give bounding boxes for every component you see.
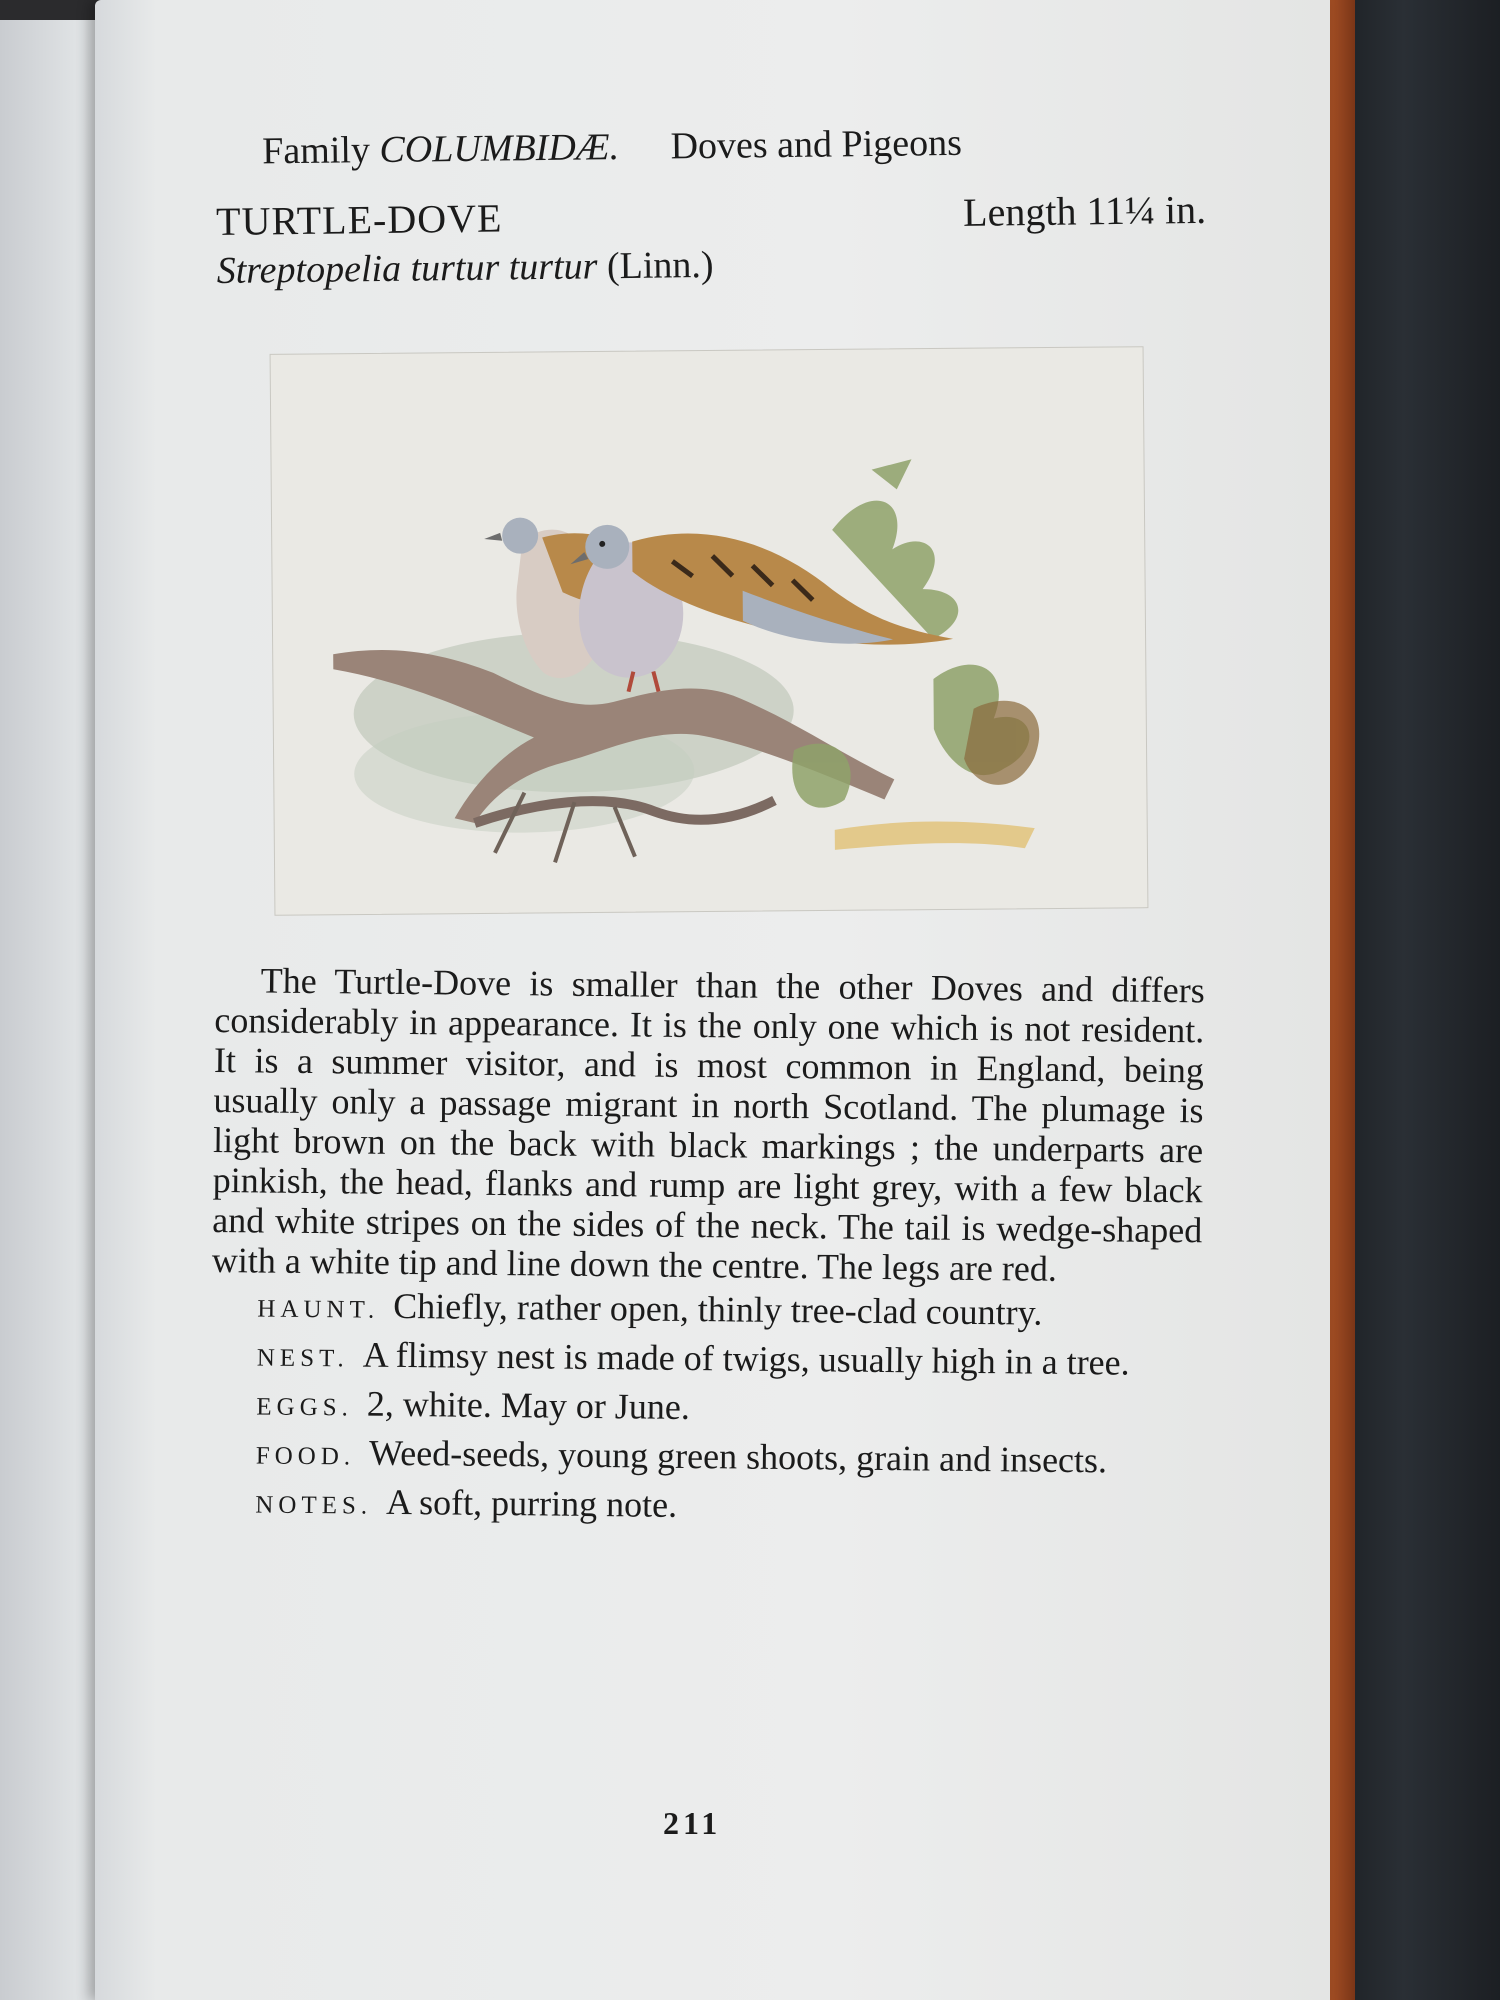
section-label: EGGS.	[256, 1393, 354, 1422]
section-food	[210, 1431, 1200, 1486]
group-name: Doves and Pigeons	[670, 121, 963, 168]
section-text: A soft, purring note.	[385, 1481, 678, 1525]
section-label: HAUNT.	[257, 1295, 380, 1324]
family-word: Family	[262, 129, 371, 173]
species-common-name: TURTLE-DOVE	[215, 195, 503, 244]
scientific-author: (Linn.)	[606, 243, 714, 288]
page-number: 211	[663, 1805, 722, 1841]
turtle-dove-pair-illustration	[271, 347, 1148, 915]
section-label: NEST.	[256, 1344, 349, 1373]
page-header	[215, 118, 1207, 293]
section-text: A flimsy nest is made of twigs, usually high in a tree.	[362, 1334, 1130, 1383]
section-nest	[211, 1333, 1201, 1388]
section-haunt	[211, 1284, 1201, 1339]
section-label: NOTES.	[255, 1491, 373, 1520]
section-text: 2, white. May or June.	[366, 1383, 691, 1427]
species-description: The Turtle-Dove is smaller than the other Doves and differs considerably in appearance. It is the only one which is not resident. It is a summer visitor, and is most common in England, being usually only a passage migrant in north Scotland. The plumage is light brown on the back with black markings ; the underparts are pinkish, the head, flanks and rump are light grey, with a few black and white stripes on the sides of the neck. The tail is wedge-shaped with a white tip and line down the centre. The legs are red.	[211, 960, 1205, 1289]
illustration-plate	[270, 346, 1149, 916]
section-eggs	[210, 1382, 1200, 1437]
section-label: FOOD.	[255, 1442, 356, 1471]
species-length: Length 11¼ in.	[962, 186, 1207, 235]
section-text: Chiefly, rather open, thinly tree-clad country.	[393, 1285, 1043, 1333]
family-heading	[262, 118, 1206, 188]
scientific-name: Streptopelia turtur turtur	[216, 245, 598, 292]
family-name: COLUMBIDÆ.	[379, 126, 620, 171]
species-row	[216, 186, 1207, 245]
species-text	[209, 960, 1205, 1535]
section-text: Weed-seeds, young green shoots, grain and insects.	[368, 1432, 1108, 1481]
background-fabric	[1340, 0, 1500, 2000]
